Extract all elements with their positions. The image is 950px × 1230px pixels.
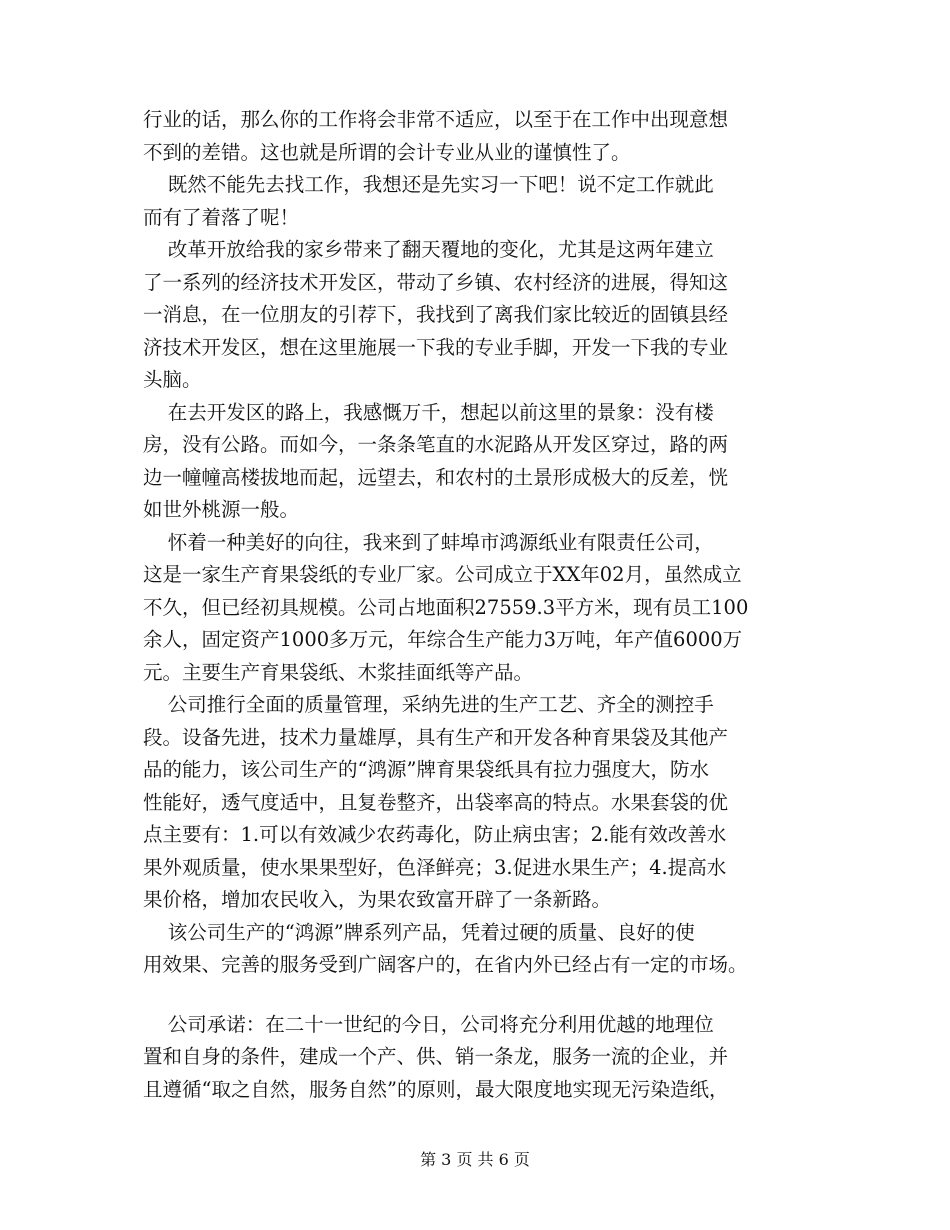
paragraph (143, 104, 811, 169)
text-line: 行业的话，那么你的工作将会非常不适应，以至于在工作中出现意想 (143, 108, 729, 131)
paragraph (143, 169, 811, 234)
text-line: 且遵循“取之自然，服务自然”的原则，最大限度地实现无污染造纸， (143, 1077, 729, 1101)
text-line: 果外观质量，使水果果型好，色泽鲜亮；3.促进水果生产；4.提高水 (143, 855, 727, 879)
text-line: 点主要有：1.可以有效减少农药毒化，防止病虫害；2.能有效改善水 (143, 823, 727, 846)
paragraph-spacer (143, 982, 811, 1009)
paragraph (143, 689, 811, 917)
text-line: 果价格，增加农民收入，为果农致富开辟了一条新路。 (143, 888, 612, 911)
text-line: 性能好，透气度适中，且复卷整齐，出袋率高的特点。水果套袋的优 (143, 790, 729, 814)
text-line: 余人，固定资产1000多万元，年综合生产能力3万吨，年产值6000万 (143, 628, 743, 651)
text-line: 在去开发区的路上，我感慨万千，想起以前这里的景象：没有楼 (143, 400, 714, 424)
text-line: 不久，但已经初具规模。公司占地面积27559.3平方米，现有员工100 (143, 595, 749, 619)
text-line: 置和自身的条件，建成一个产、供、销一条龙，服务一流的企业，并 (143, 1045, 729, 1068)
text-line: 段。设备先进，技术力量雄厚，具有生产和开发各种育果袋及其他产 (143, 725, 729, 749)
text-line: 不到的差错。这也就是所谓的会计专业从业的谨慎性了。 (143, 140, 631, 164)
text-line: 如世外桃源一般。 (143, 498, 300, 521)
document-body (143, 104, 811, 1106)
text-line: 该公司生产的“鸿源”牌系列产品，凭着过硬的质量、良好的使 (143, 920, 695, 944)
text-line: 怀着一种美好的向往，我来到了蚌埠市鸿源纸业有限责任公司， (143, 530, 714, 554)
text-line: 边一幢幢高楼拔地而起，远望去，和农村的土景形成极大的反差，恍 (143, 465, 729, 489)
text-line: 改革开放给我的家乡带来了翻天覆地的变化，尤其是这两年建立 (143, 238, 714, 261)
paragraph (143, 527, 811, 690)
page-number-footer: 第 3 页 共 6 页 (420, 1150, 530, 1169)
text-line: 公司承诺：在二十一世纪的今日，公司将充分利用优越的地理位 (143, 1012, 714, 1036)
text-line: 一消息，在一位朋友的引荐下，我找到了离我们家比较近的固镇县经 (143, 303, 729, 326)
text-line: 元。主要生产育果袋纸、木浆挂面纸等产品。 (143, 660, 534, 684)
paragraph (143, 397, 811, 527)
text-line: 公司推行全面的质量管理，采纳先进的生产工艺、齐全的测控手 (143, 693, 714, 716)
text-line: 这是一家生产育果袋纸的专业厂家。公司成立于XX年02月，虽然成立 (143, 563, 742, 586)
text-line: 用效果、完善的服务受到广阔客户的，在省内外已经占有一定的市场。 (143, 953, 748, 976)
paragraph (143, 917, 811, 982)
text-line: 品的能力，该公司生产的“鸿源”牌育果袋纸具有拉力强度大，防水 (143, 758, 709, 781)
text-line: 头脑。 (143, 368, 202, 391)
text-line: 了一系列的经济技术开发区，带动了乡镇、农村经济的进展，得知这 (143, 270, 729, 294)
text-line: 而有了着落了呢！ (143, 205, 300, 229)
paragraph (143, 234, 811, 397)
text-line: 济技术开发区，想在这里施展一下我的专业手脚，开发一下我的专业 (143, 335, 729, 359)
paragraph (143, 1009, 811, 1107)
text-line: 既然不能先去找工作，我想还是先实习一下吧！说不定工作就此 (143, 173, 714, 196)
text-line: 房，没有公路。而如今，一条条笔直的水泥路从开发区穿过，路的两 (143, 433, 729, 456)
